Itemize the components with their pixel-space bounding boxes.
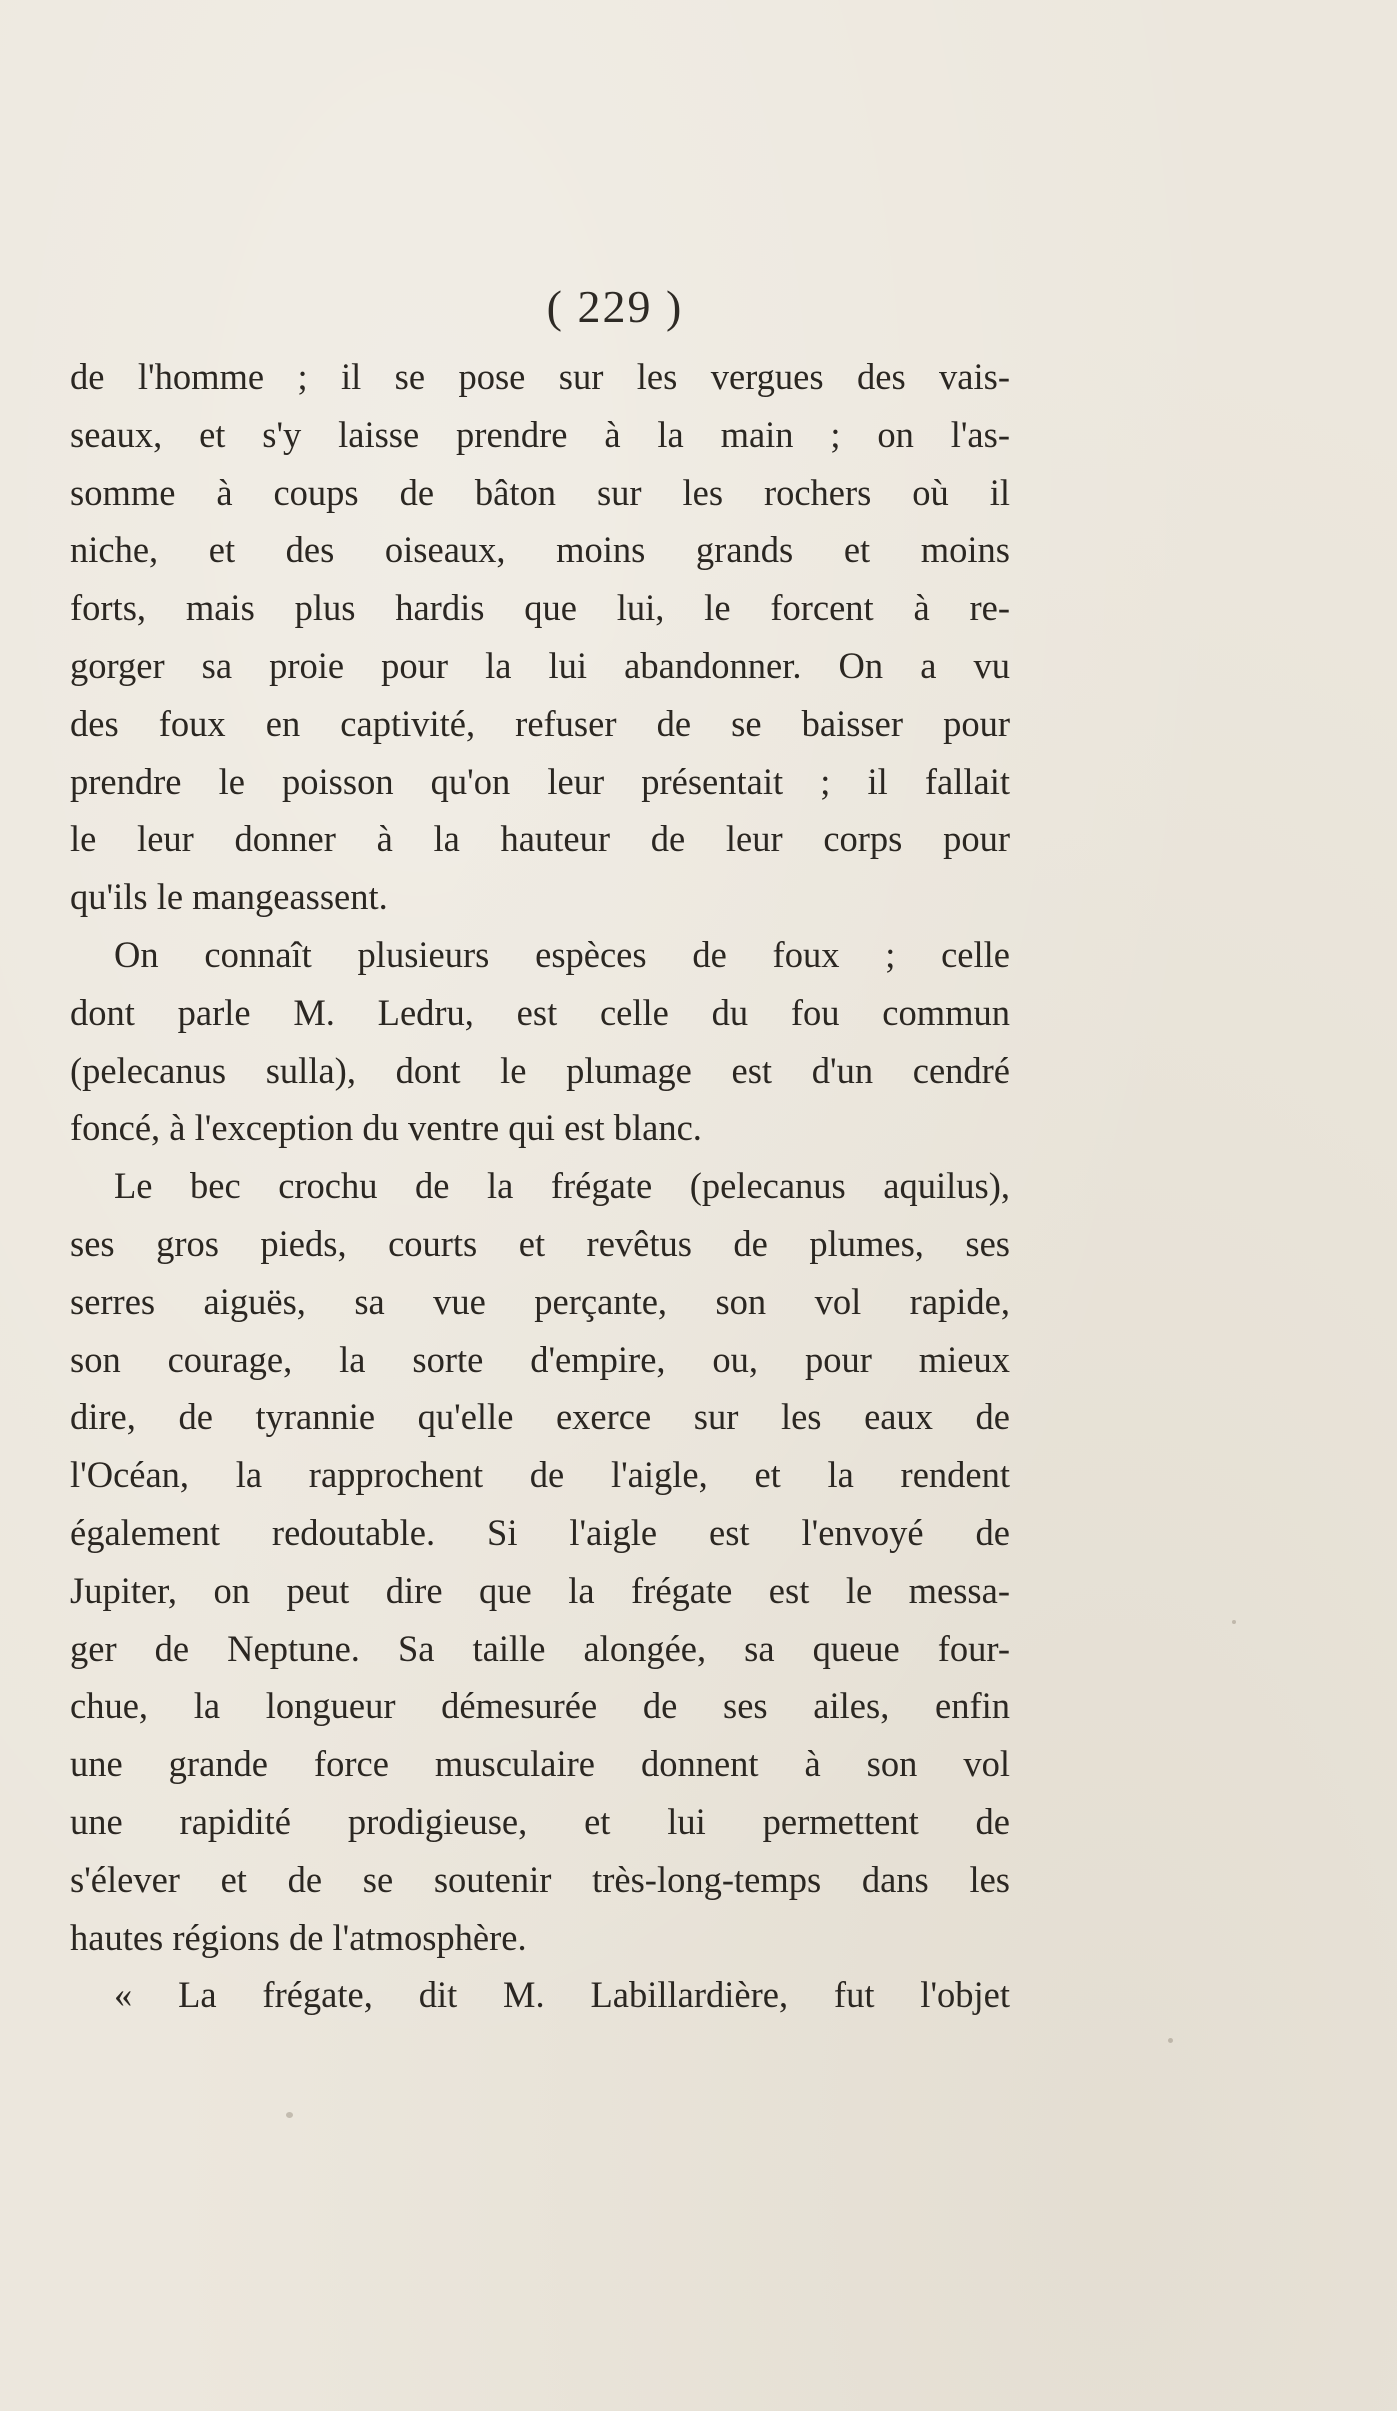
text-line: (pelecanus sulla), dont le plumage est d'un cendré — [70, 1049, 1010, 1091]
text-line: également redoutable. Si l'aigle est l'envoyé de — [70, 1511, 1010, 1553]
text-line: hautes régions de l'atmosphère. — [70, 1916, 527, 1958]
text-line: qu'ils le mangeassent. — [70, 876, 388, 918]
text-line: son courage, la sorte d'empire, ou, pour mieux — [70, 1338, 1010, 1380]
text-line: On connaît plusieurs espèces de foux ; celle — [114, 933, 1010, 975]
page-number: ( 229 ) — [546, 281, 684, 332]
text-line: des foux en captivité, refuser de se baisser pour — [70, 702, 1010, 744]
text-line: « La frégate, dit M. Labillardière, fut l'objet — [114, 1974, 1010, 2016]
text-line: dire, de tyrannie qu'elle exerce sur les eaux de — [70, 1396, 1010, 1438]
text-line: l'Océan, la rapprochent de l'aigle, et la rendent — [70, 1454, 1010, 1496]
paper-spot — [286, 2112, 293, 2118]
text-line: foncé, à l'exception du ventre qui est blanc. — [70, 1107, 702, 1149]
text-line: une rapidité prodigieuse, et lui permettent de — [70, 1800, 1010, 1842]
text-line: ses gros pieds, courts et revêtus de plumes, ses — [70, 1222, 1010, 1264]
text-line: chue, la longueur démesurée de ses ailes, enfin — [70, 1685, 1010, 1727]
text-line: gorger sa proie pour la lui abandonner. On a vu — [70, 644, 1010, 686]
text-line: ger de Neptune. Sa taille alongée, sa queue four- — [70, 1627, 1010, 1669]
text-line: niche, et des oiseaux, moins grands et moins — [70, 529, 1010, 571]
text-line: de l'homme ; il se pose sur les vergues des vais- — [70, 356, 1010, 397]
text-line: s'élever et de se soutenir très-long-temps dans les — [70, 1858, 1010, 1900]
text-line: Le bec crochu de la frégate (pelecanus aquilus), — [114, 1165, 1010, 1207]
text-line: prendre le poisson qu'on leur présentait ; il fallait — [70, 760, 1010, 802]
text-line: une grande force musculaire donnent à son vol — [70, 1743, 1010, 1785]
text-line: seaux, et s'y laisse prendre à la main ; on l'as- — [70, 413, 1010, 455]
text-line: serres aiguës, sa vue perçante, son vol rapide, — [70, 1280, 1010, 1322]
text-line: dont parle M. Ledru, est celle du fou commun — [70, 991, 1010, 1033]
text-line: somme à coups de bâton sur les rochers où il — [70, 471, 1010, 513]
text-line: forts, mais plus hardis que lui, le forcent à re- — [70, 587, 1010, 629]
paper-spot — [1168, 2038, 1173, 2043]
text-line: le leur donner à la hauteur de leur corps pour — [70, 818, 1010, 860]
text-line: Jupiter, on peut dire que la frégate est le messa- — [70, 1569, 1010, 1611]
body-text — [70, 348, 1010, 2024]
paper-spot — [1232, 1620, 1236, 1624]
